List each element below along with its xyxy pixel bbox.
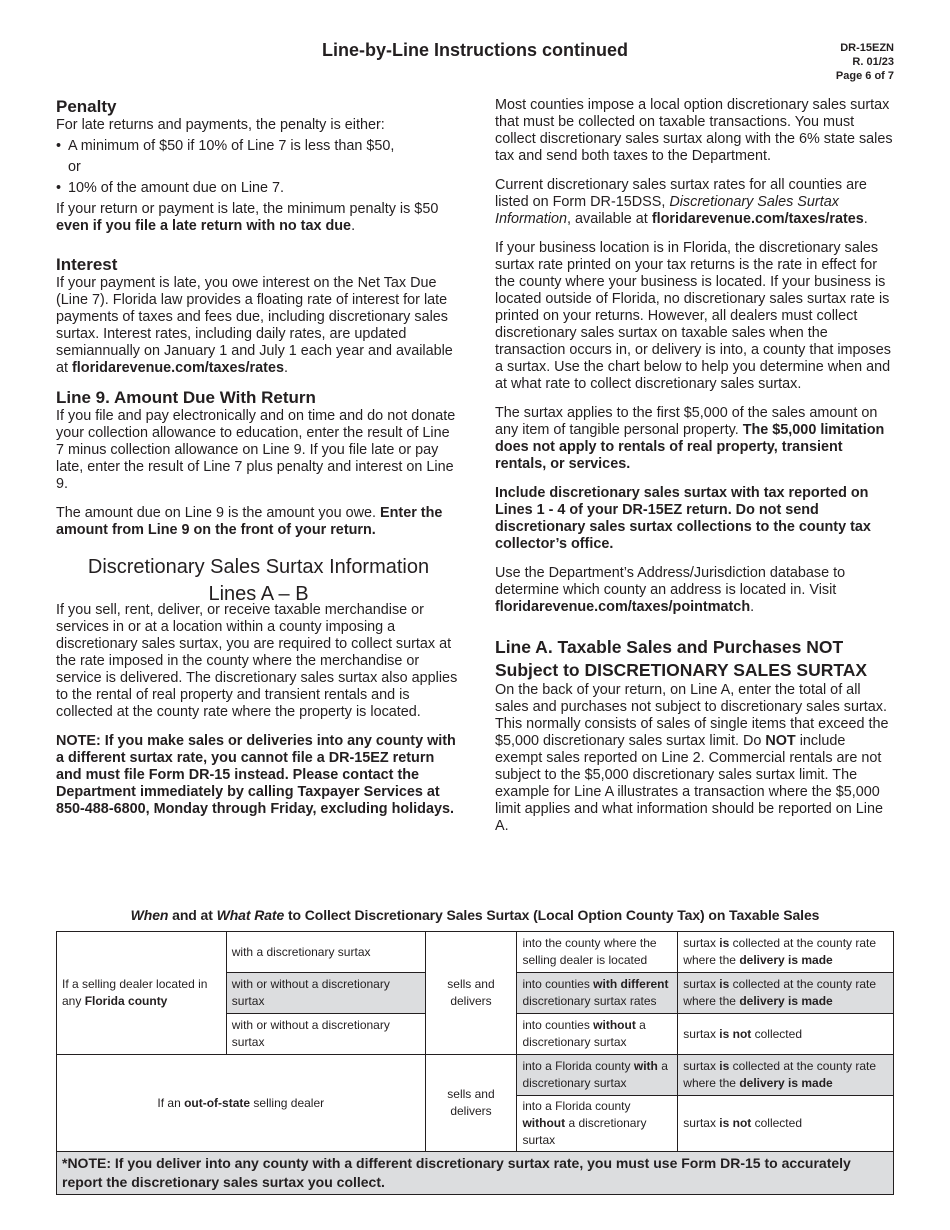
right-paragraph-6: Use the Department’s Address/Jurisdiction database to determine which county an address is located in. Visit floridarevenue.com/taxes/pointmatch. — [495, 565, 846, 615]
destination-cell: into counties without a discretionary surtax — [517, 1014, 678, 1055]
result-cell: surtax is collected at the county rate where the delivery is made — [678, 932, 894, 973]
table-note-row — [57, 1152, 894, 1195]
form-number: DR-15EZN — [840, 42, 894, 54]
penalty-intro: For late returns and payments, the penalty is either: — [56, 117, 385, 133]
interest-rates-link[interactable]: floridarevenue.com/taxes/rates — [72, 360, 284, 376]
table-title: When and at What Rate to Collect Discretionary Sales Surtax (Local Option County Tax) on Taxable Sales — [130, 907, 820, 923]
destination-cell: into a Florida county without a discretionary surtax — [517, 1096, 678, 1152]
condition-cell: with or without a discretionary surtax — [226, 973, 425, 1014]
result-cell: surtax is collected at the county rate where the delivery is made — [678, 1055, 894, 1096]
penalty-bullet-1: • A minimum of $50 if 10% of Line 7 is less than $50, — [56, 138, 461, 155]
sells-delivers-cell: sells and delivers — [425, 1055, 517, 1152]
right-paragraph-5: Include discretionary sales surtax with tax reported on Lines 1 - 4 of your DR-15EZ return. Do not send discretionary sales surtax collections to the county tax collector’s office. — [495, 485, 871, 552]
interest-paragraph: If your payment is late, you owe interest on the Net Tax Due (Line 7). Florida law provides a floating rate of interest for late payments of taxes and fees due, including discretionary sales surtax. Interest rates, including daily rates, are updated semiannually on January 1 and July 1 each year and available at floridarevenue.com/taxes/rates. — [56, 275, 453, 376]
line9-heading: Line 9. Amount Due With Return — [56, 388, 316, 407]
table-note: *NOTE: If you deliver into any county with a different discretionary surtax rate, you must use Form DR-15 to accurately report the discretionary sales surtax you collect. — [57, 1152, 894, 1195]
interest-heading: Interest — [56, 255, 118, 274]
surtax-info-note: NOTE: If you make sales or deliveries into any county with a different surtax rate, you cannot file a DR-15EZ return and must file Form DR-15 instead. Please contact the Department immediately by calling Taxpayer Services at 850-488-6800, Monday through Friday, excluding holidays. — [56, 733, 456, 817]
condition-cell: with or without a discretionary surtax — [226, 1014, 425, 1055]
surtax-table — [56, 931, 894, 1195]
surtax-info-paragraph: If you sell, rent, deliver, or receive taxable merchandise or services in or at a location within a county imposing a discretionary sales surtax, you are required to collect surtax at the rate imposed in the county where the merchandise or service is delivered. The discretionary sales surtax also applies to the rental of real property and transient rentals and is collected at the county rate where the property is located. — [56, 602, 458, 720]
pointmatch-link[interactable]: floridarevenue.com/taxes/pointmatch — [495, 599, 751, 615]
penalty-heading: Penalty — [56, 97, 117, 116]
right-paragraph-1: Most counties impose a local option discretionary sales surtax that must be collected on taxable transactions. You must collect discretionary sales surtax along with the 6% state sales tax and send both taxes to the Department. — [495, 97, 893, 164]
destination-cell: into a Florida county with a discretionary surtax — [517, 1055, 678, 1096]
right-paragraph-2: Current discretionary sales surtax rates for all counties are listed on Form DR-15DSS, Discretionary Sales Surtax Information, available at floridarevenue.com/taxes/rates. — [495, 177, 868, 227]
left-column — [56, 97, 461, 818]
destination-cell: into counties with different discretionary surtax rates — [517, 973, 678, 1014]
right-column — [495, 97, 895, 835]
sells-delivers-cell: sells and delivers — [425, 932, 517, 1055]
line9-amount-paragraph: The amount due on Line 9 is the amount you owe. Enter the amount from Line 9 on the front of your return. — [56, 505, 443, 538]
right-paragraph-4: The surtax applies to the first $5,000 of the sales amount on any item of tangible personal property. The $5,000 limitation does not apply to rentals of real property, transient rentals, or services. — [495, 405, 885, 472]
line9-paragraph: If you file and pay electronically and on time and do not donate your collection allowance to education, enter the result of Line 7 minus collection allowance on Line 9. If you file late or pay late, enter the result of Line 7 plus penalty and interest on Line 9. — [56, 408, 456, 492]
line-a-heading: Line A. Taxable Sales and Purchases NOT Subject to DISCRETIONARY SALES SURTAX — [495, 637, 868, 680]
page-number: Page 6 of 7 — [835, 70, 894, 82]
right-paragraph-3: If your business location is in Florida, the discretionary sales surtax rate printed on your tax returns is the rate in effect for the county where your business is located. If your business is located outside of Florida, no discretionary sales surtax rate is printed on your returns. However, all dealers must collect discretionary sales surtax on taxable sales when the transaction occurs in, or delivery is into, a county that imposes a surtax. Use the chart below to help you determine when and at what rate to collect discretionary sales surtax. — [495, 240, 891, 392]
table-row — [57, 932, 894, 973]
condition-cell: with a discretionary surtax — [226, 932, 425, 973]
penalty-or: or — [68, 159, 81, 175]
form-revision: R. 01/23 — [852, 56, 894, 68]
surtax-info-heading: Discretionary Sales Surtax Information — [87, 556, 430, 578]
penalty-late-paragraph: If your return or payment is late, the minimum penalty is $50 even if you file a late return with no tax due. — [56, 201, 439, 234]
result-cell: surtax is not collected — [678, 1096, 894, 1152]
result-cell: surtax is not collected — [678, 1014, 894, 1055]
destination-cell: into the county where the selling dealer is located — [517, 932, 678, 973]
page-title: Line-by-Line Instructions continued — [322, 40, 628, 60]
form-identifier — [836, 41, 894, 83]
florida-dealer-cell: If a selling dealer located in any Florida county — [57, 932, 227, 1055]
penalty-bullet-2: • 10% of the amount due on Line 7. — [56, 180, 461, 197]
dss-rates-link[interactable]: floridarevenue.com/taxes/rates — [651, 211, 864, 227]
out-of-state-dealer-cell: If an out-of-state selling dealer — [57, 1055, 426, 1152]
table-row — [57, 1055, 894, 1096]
result-cell: surtax is collected at the county rate where the delivery is made — [678, 973, 894, 1014]
line-a-paragraph: On the back of your return, on Line A, enter the total of all sales and purchases not subject to discretionary sales surtax. This normally consists of sales of single items that exceed the $5,000 discretionary sales surtax limit. Do NOT include exempt sales reported on Line 2. Commercial rentals are not subject to the $5,000 discretionary sales surtax limit. The example for Line A illustrates a transaction where the $5,000 limit applies and what information should be reported on Line A. — [495, 682, 889, 834]
surtax-info-subheading: Lines A – B — [208, 583, 309, 605]
